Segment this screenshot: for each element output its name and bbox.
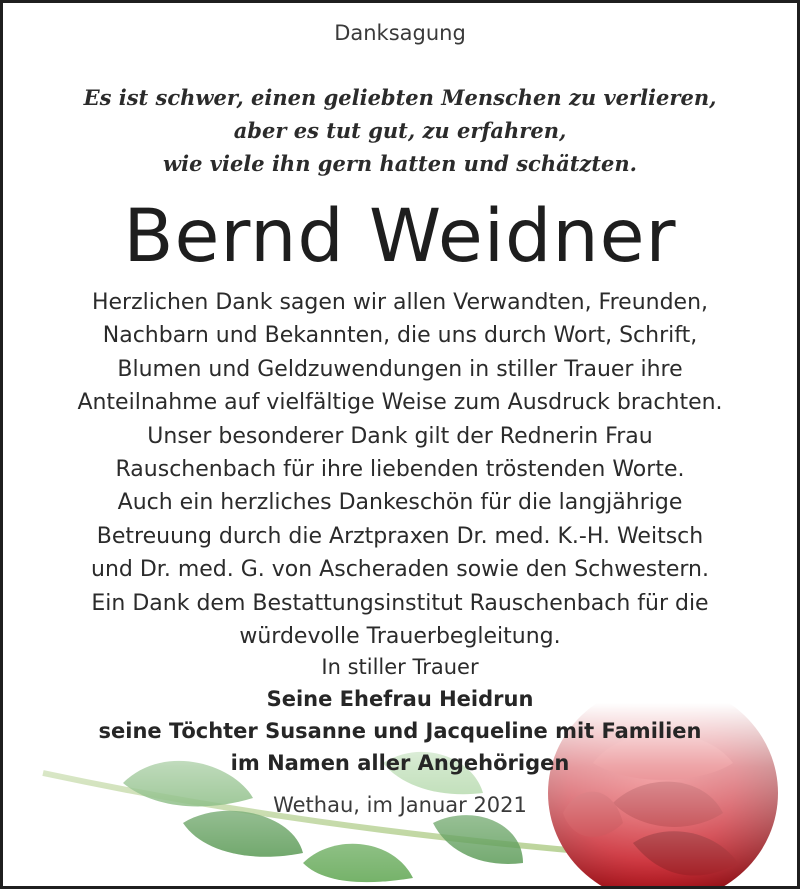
mourners-list <box>3 683 797 779</box>
place-date: Wethau, im Januar 2021 <box>273 793 527 817</box>
mourner-line: Seine Ehefrau Heidrun <box>266 687 534 711</box>
body-line: Anteilnahme auf vielfältige Weise zum Ausdruck brachten. <box>77 390 723 416</box>
quote <box>3 81 797 180</box>
body-line: Blumen und Geldzuwendungen in stiller Trauer ihre <box>117 356 683 382</box>
quote-line: Es ist schwer, einen geliebten Menschen zu verlieren, <box>83 85 717 110</box>
quote-line: wie viele ihn gern hatten und schätzten. <box>163 151 637 176</box>
closing-text: In stiller Trauer <box>321 655 479 679</box>
quote-line: aber es tut gut, zu erfahren, <box>233 118 567 143</box>
body-line: Auch ein herzliches Dankeschön für die langjährige <box>117 490 683 516</box>
body-line: Herzlichen Dank sagen wir allen Verwandten, Freunden, <box>91 290 709 315</box>
deceased-name: Bernd Weidner <box>123 194 677 279</box>
mourner-line: seine Töchter Susanne und Jacqueline mit Familien <box>98 719 702 743</box>
mourner-line: im Namen aller Angehörigen <box>230 751 570 775</box>
notice-heading: Danksagung <box>334 21 466 45</box>
body-line: und Dr. med. G. von Ascheraden sowie den Schwestern. <box>91 557 709 583</box>
body-line: würdevolle Trauerbegleitung. <box>239 624 561 650</box>
body-line: Rauschenbach für ihre liebenden tröstenden Worte. <box>115 457 685 483</box>
body-line: Nachbarn und Bekannten, die uns durch Wort, Schrift, <box>102 323 698 349</box>
body-line: Betreuung durch die Arztpraxen Dr. med. K.-H. Weitsch <box>96 523 704 549</box>
body-line: Ein Dank dem Bestattungsinstitut Rauschenbach für die <box>91 590 709 616</box>
closing-phrase <box>3 651 797 683</box>
body-line: Unser besonderer Dank gilt der Rednerin Frau <box>147 423 653 449</box>
thank-you-text <box>23 286 777 653</box>
